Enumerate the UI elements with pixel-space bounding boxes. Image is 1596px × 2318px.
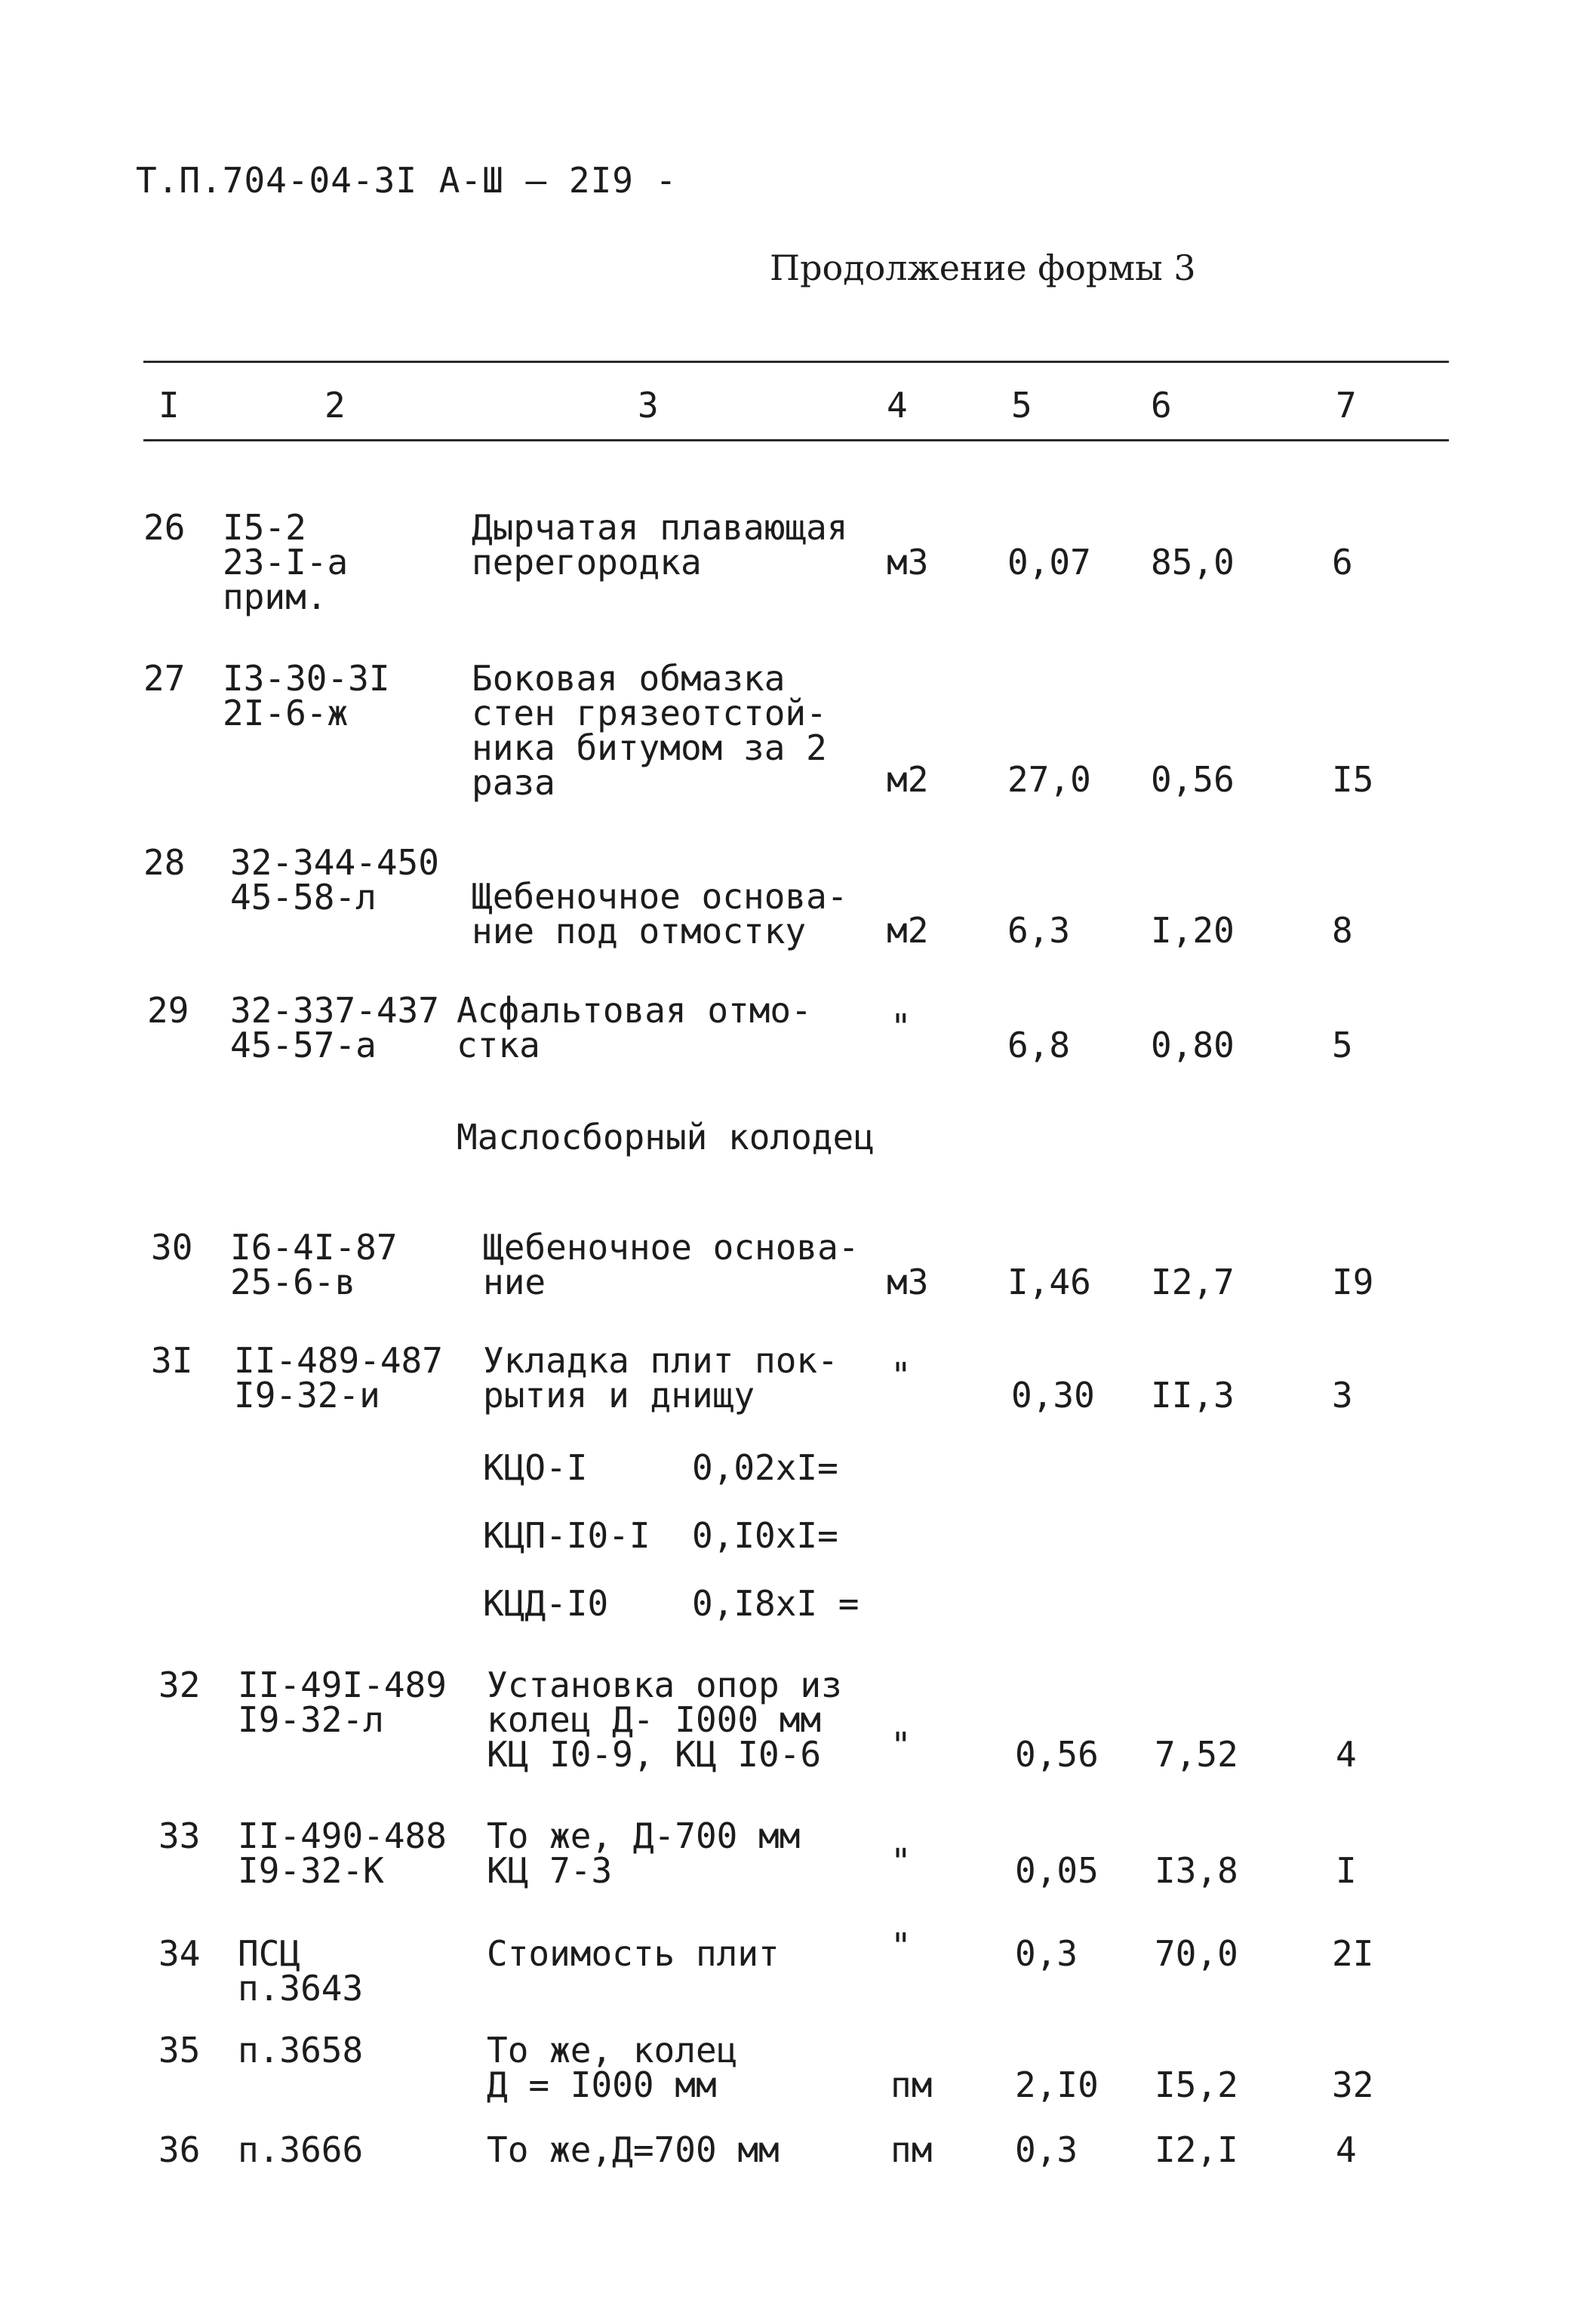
row-code: II-489-487 I9-32-и	[234, 1340, 443, 1416]
row-description: Дырчатая плавающая перегородка	[472, 507, 848, 583]
row-unit: м2	[887, 759, 929, 800]
row-quantity: 0,3	[1015, 2129, 1078, 2170]
row-quantity: 0,3	[1015, 1933, 1078, 1974]
row-unit: м2	[887, 910, 929, 951]
row-unit: пм	[890, 2064, 933, 2105]
row-number: 32	[158, 1665, 201, 1705]
row-total: 32	[1332, 2064, 1374, 2105]
col-header-5: 5	[1011, 385, 1032, 426]
row-unit: "	[890, 1725, 912, 1766]
row-code: I5-2 23-I-а прим.	[223, 507, 349, 617]
row-description: Укладка плит пок- рытия и днищу	[483, 1340, 838, 1416]
row-total: 4	[1336, 1734, 1357, 1775]
row-number: 29	[147, 990, 189, 1031]
row-code: ПСЦ п.3643	[238, 1933, 364, 2009]
section-heading: Маслосборный колодец	[457, 1117, 875, 1157]
row-description: То же, Д-700 мм КЦ 7-3	[487, 1815, 801, 1891]
row-number: 3I	[151, 1340, 193, 1381]
row-description: То же, колец Д = I000 мм	[487, 2030, 738, 2105]
row-quantity: 0,07	[1007, 542, 1091, 583]
row-number: 26	[143, 507, 186, 548]
row-unit: "	[890, 1841, 912, 1882]
row-number: 30	[151, 1227, 193, 1268]
row-total: 6	[1332, 542, 1353, 583]
col-header-3: 3	[638, 385, 659, 426]
row-total: 8	[1332, 910, 1353, 951]
row-description: То же,Д=700 мм	[487, 2129, 780, 2170]
row-number: 34	[158, 1933, 201, 1974]
row-number: 27	[143, 658, 186, 699]
sub-item: КЦП-I0-I 0,I0хI=	[483, 1515, 838, 1556]
row-price: 70,0	[1155, 1933, 1238, 1974]
row-unit: пм	[890, 2129, 933, 2170]
table-header-rule	[143, 439, 1449, 441]
row-code: 32-337-437 45-57-а	[230, 990, 439, 1065]
row-price: I,20	[1151, 910, 1235, 951]
row-unit: м3	[887, 542, 929, 583]
row-quantity: 27,0	[1007, 759, 1091, 800]
row-price: 7,52	[1155, 1734, 1238, 1775]
row-price: 85,0	[1151, 542, 1235, 583]
row-description: Установка опор из колец Д- I000 мм КЦ I0-9, КЦ I0-6	[487, 1665, 842, 1775]
row-quantity: 2,I0	[1015, 2064, 1099, 2105]
col-header-1: I	[158, 385, 180, 426]
col-header-7: 7	[1336, 385, 1357, 426]
row-unit: м3	[887, 1262, 929, 1302]
row-description: Боковая обмазка стен грязеотстой- ника битумом за 2 раза	[472, 658, 827, 803]
row-number: 36	[158, 2129, 201, 2170]
col-header-2: 2	[324, 385, 346, 426]
row-quantity: 0,05	[1015, 1850, 1099, 1891]
row-code: I3-30-3I 2I-6-ж	[223, 658, 390, 733]
col-header-4: 4	[887, 385, 908, 426]
row-unit: "	[890, 1926, 912, 1966]
row-code: I6-4I-87 25-6-в	[230, 1227, 398, 1302]
table-top-rule	[143, 361, 1449, 363]
col-header-6: 6	[1151, 385, 1172, 426]
row-number: 28	[143, 842, 186, 883]
row-quantity: 6,3	[1007, 910, 1071, 951]
document-code: Т.П.704-04-3I А-Ш — 2I9 -	[136, 160, 678, 201]
row-description: Щебеночное основа- ние	[483, 1227, 860, 1302]
row-price: II,3	[1151, 1375, 1235, 1416]
row-total: 5	[1332, 1025, 1353, 1065]
row-unit: "	[890, 1355, 912, 1396]
row-quantity: 0,56	[1015, 1734, 1099, 1775]
row-code: II-490-488 I9-32-К	[238, 1815, 447, 1891]
row-total: 2I	[1332, 1933, 1374, 1974]
row-quantity: I,46	[1007, 1262, 1091, 1302]
row-total: I	[1336, 1850, 1357, 1891]
row-quantity: 6,8	[1007, 1025, 1071, 1065]
row-quantity: 0,30	[1011, 1375, 1095, 1416]
row-price: I2,I	[1155, 2129, 1238, 2170]
form-continuation-title: Продолжение формы 3	[770, 247, 1196, 288]
row-price: 0,80	[1151, 1025, 1235, 1065]
row-total: I5	[1332, 759, 1374, 800]
row-number: 33	[158, 1815, 201, 1856]
row-description: Асфальтовая отмо- стка	[457, 990, 812, 1065]
row-description: Щебеночное основа- ние под отмостку	[472, 876, 848, 951]
row-total: I9	[1332, 1262, 1374, 1302]
sub-item: КЦО-I 0,02хI=	[483, 1447, 838, 1488]
sub-item: КЦД-I0 0,I8хI =	[483, 1583, 860, 1624]
row-price: I3,8	[1155, 1850, 1238, 1891]
row-code: II-49I-489 I9-32-л	[238, 1665, 447, 1740]
row-number: 35	[158, 2030, 201, 2071]
row-description: Стоимость плит	[487, 1933, 780, 1974]
row-price: I2,7	[1151, 1262, 1235, 1302]
row-code: п.3666	[238, 2129, 364, 2170]
row-total: 3	[1332, 1375, 1353, 1416]
row-price: 0,56	[1151, 759, 1235, 800]
row-code: 32-344-450 45-58-л	[230, 842, 439, 918]
row-price: I5,2	[1155, 2064, 1238, 2105]
row-code: п.3658	[238, 2030, 364, 2071]
row-total: 4	[1336, 2129, 1357, 2170]
row-unit: "	[890, 1007, 912, 1047]
